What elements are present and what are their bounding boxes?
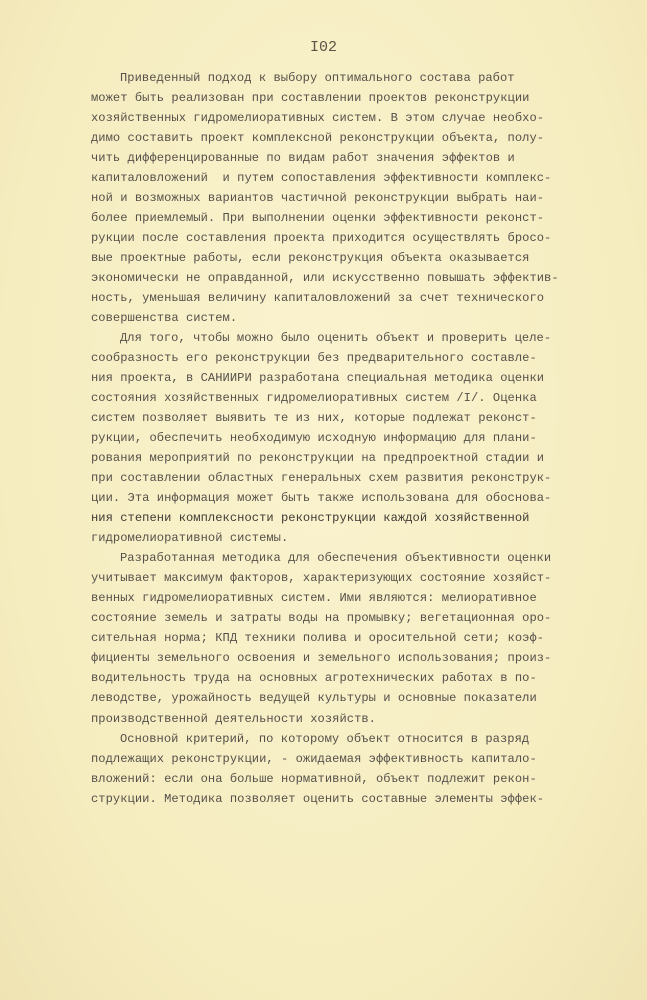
- body-text: [91, 68, 611, 809]
- paragraph-1-line: Приведенный подход к выбору оптимального состава работ: [120, 71, 515, 85]
- paragraph-1-line: может быть реализован при составлении проектов реконструкции: [91, 91, 530, 106]
- paragraph-2-line: Для того, чтобы можно было оценить объект и проверить целе-: [120, 331, 552, 346]
- paragraph-1-line: экономически не оправданной, или искусственно повышать эффектив-: [91, 271, 559, 286]
- paragraph-2-line: систем позволяет выявить те из них, которые подлежат реконст-: [91, 411, 537, 426]
- paragraph-2-line: состояния хозяйственных гидромелиоративных систем /I/. Оценка: [91, 391, 537, 406]
- paragraph-4-line: Основной критерий, по которому объект относится в разряд: [120, 731, 530, 746]
- paragraph-2-line: ния проекта, в САНИИРИ разработана специальная методика оценки: [91, 371, 545, 386]
- paragraph-3-line: водительность труда на основных агротехнических работах в по-: [91, 671, 537, 686]
- paragraph-4-line: вложений: если она больше нормативной, объект подлежит рекон-: [91, 771, 537, 786]
- paragraph-3-line: сительная норма; КПД техники полива и оросительной сети; коэф-: [91, 631, 545, 646]
- paragraph-2-line: ции. Эта информация может быть также использована для обоснова-: [91, 491, 552, 506]
- paragraph-3-line: фициенты земельного освоения и земельного использования; произ-: [91, 651, 552, 666]
- paragraph-1-line: капиталовложений и путем сопоставления эффективности комплекс-: [91, 171, 552, 186]
- paragraph-3-line: производственной деятельности хозяйств.: [91, 711, 376, 726]
- paragraph-1-line: хозяйственных гидромелиоративных систем. В этом случае необхо-: [91, 111, 545, 126]
- paragraph-3-line: Разработанная методика для обеспечения объективности оценки: [120, 551, 552, 566]
- paragraph-3-line: леводстве, урожайность ведущей культуры и основные показатели: [91, 691, 537, 706]
- paragraph-3-line: состояние земель и затраты воды на промывку; вегетационная оро-: [91, 611, 552, 626]
- paragraph-1-line: чить дифференцированные по видам работ значения эффектов и: [91, 151, 515, 166]
- page-number: I02: [309, 39, 337, 56]
- paragraph-1-line: ность, уменьшая величину капиталовложений за счет технического: [91, 291, 545, 306]
- paragraph-4-line: струкции. Методика позволяет оценить составные элементы эффек-: [91, 791, 545, 806]
- paragraph-1-line: совершенства систем.: [91, 311, 238, 326]
- paragraph-1-line: димо составить проект комплексной реконструкции объекта, полу-: [91, 131, 545, 146]
- paragraph-2-line: рукции, обеспечить необходимую исходную информацию для плани-: [91, 431, 537, 446]
- paragraph-1-line: вые проектные работы, если реконструкция объекта оказывается: [91, 251, 530, 266]
- paragraph-1-line: рукции после составления проекта приходится осуществлять бросо-: [91, 231, 552, 246]
- paragraph-3-line: венных гидромелиоративных систем. Ими являются: мелиоративное: [91, 591, 537, 606]
- paragraph-1-line: более приемлемый. При выполнении оценки эффективности реконст-: [91, 211, 545, 226]
- paragraph-3-line: учитывает максимум факторов, характеризующих состояние хозяйст-: [91, 571, 552, 586]
- paragraph-2-line: при составлении областных генеральных схем развития реконструк-: [91, 471, 552, 486]
- paragraph-2-line: сообразность его реконструкции без предварительного составле-: [91, 351, 537, 366]
- paragraph-4-line: подлежащих реконструкции, - ожидаемая эффективность капитало-: [91, 751, 537, 766]
- paragraph-1-line: ной и возможных вариантов частичной реконструкции выбрать наи-: [91, 191, 545, 206]
- paragraph-2-line: рования мероприятий по реконструкции на предпроектной стадии и: [91, 451, 545, 466]
- paragraph-2-line: гидромелиоративной системы.: [91, 531, 289, 546]
- paragraph-2-line: ния степени комплексности реконструкции каждой хозяйственной: [91, 511, 530, 526]
